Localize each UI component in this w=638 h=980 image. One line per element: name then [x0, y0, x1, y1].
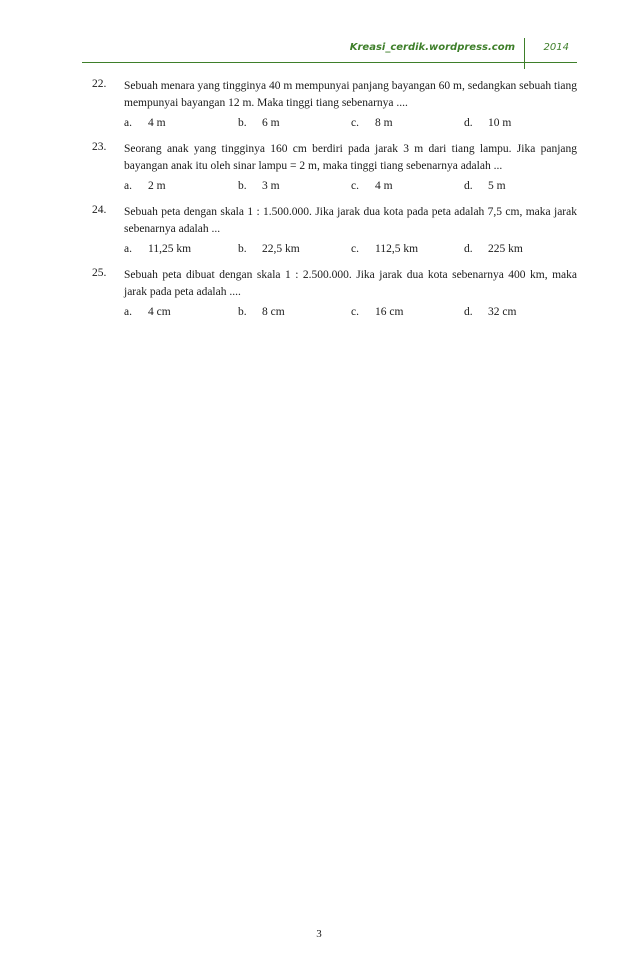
option-b: b. 6 m: [238, 117, 280, 129]
question-text: Sebuah menara yang tingginya 40 m mempunyai panjang bayangan 60 m, sedangkan sebuah tiang mempunyai bayangan 12 m. Maka tinggi tiang sebenarnya ....: [124, 80, 577, 109]
header-site: Kreasi_cerdik.wordpress.com: [349, 42, 515, 53]
option-d: d. 32 cm: [464, 306, 517, 318]
page-header: [82, 38, 577, 63]
answer-options: [124, 117, 577, 134]
answer-options: [124, 180, 577, 197]
option-d: d. 5 m: [464, 180, 506, 192]
page-number: 3: [316, 928, 322, 940]
question-23: [92, 141, 577, 197]
option-b: b. 3 m: [238, 180, 280, 192]
question-number: 25.: [92, 267, 107, 279]
option-c: c. 8 m: [351, 117, 393, 129]
question-number: 24.: [92, 204, 107, 216]
question-22: [92, 78, 577, 134]
question-24: [92, 204, 577, 260]
question-text: Sebuah peta dibuat dengan skala 1 : 2.500.000. Jika jarak dua kota sebenarnya 400 km, maka jarak pada peta adalah ....: [124, 269, 577, 298]
option-a: a. 4 m: [124, 117, 166, 129]
option-a: a. 2 m: [124, 180, 166, 192]
question-25: [92, 267, 577, 323]
question-number: 22.: [92, 78, 107, 90]
header-divider: [524, 38, 526, 69]
option-c: c. 16 cm: [351, 306, 404, 318]
option-d: d. 10 m: [464, 117, 512, 129]
option-c: c. 112,5 km: [351, 243, 419, 255]
question-text: Seorang anak yang tingginya 160 cm berdiri pada jarak 3 m dari tiang lampu. Jika panjang bayangan anak itu oleh sinar lampu = 2 m, maka tinggi tiang sebenarnya adalah ...: [124, 143, 577, 172]
option-b: b. 8 cm: [238, 306, 285, 318]
answer-options: [124, 243, 577, 260]
option-a: a. 11,25 km: [124, 243, 192, 255]
option-c: c. 4 m: [351, 180, 393, 192]
question-list: [92, 78, 577, 330]
header-year: 2014: [543, 42, 569, 53]
option-a: a. 4 cm: [124, 306, 171, 318]
question-number: 23.: [92, 141, 107, 153]
answer-options: [124, 306, 577, 323]
question-text: Sebuah peta dengan skala 1 : 1.500.000. Jika jarak dua kota pada peta adalah 7,5 cm, maka jarak sebenarnya adalah ...: [124, 206, 577, 235]
option-b: b. 22,5 km: [238, 243, 300, 255]
option-d: d. 225 km: [464, 243, 523, 255]
